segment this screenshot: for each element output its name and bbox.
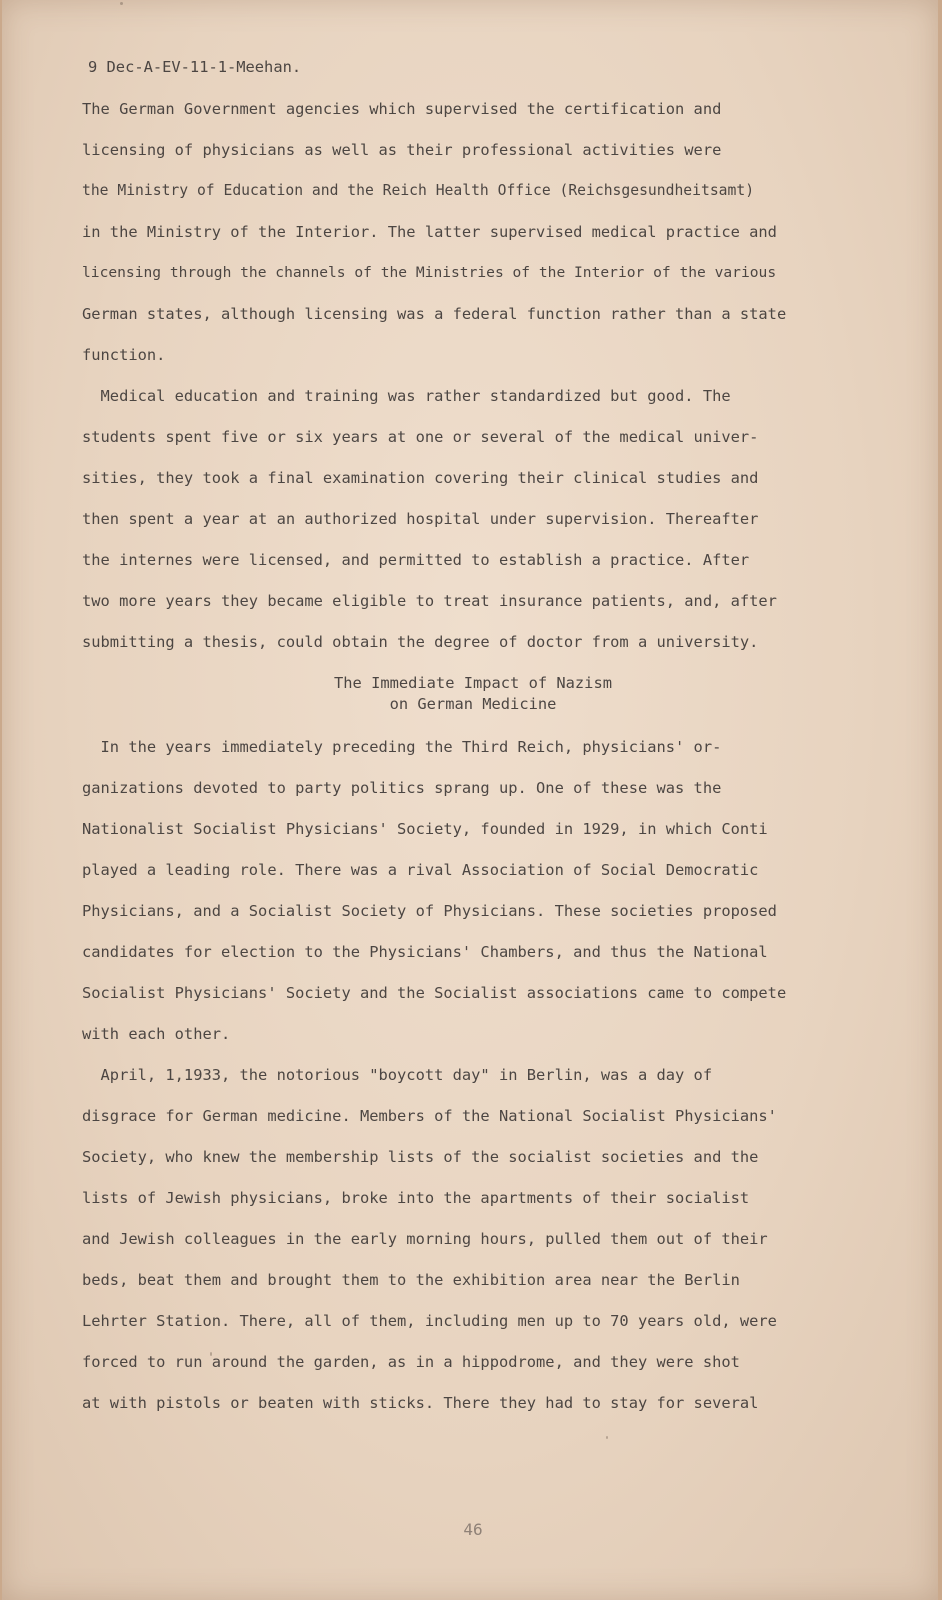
text-line: April, 1,1933, the notorious "boycott day" in Berlin, was a day of <box>82 1066 713 1084</box>
text-line: ganizations devoted to party politics sprang up. One of these was the <box>82 779 722 797</box>
text-line: played a leading role. There was a rival Association of Social Democratic <box>82 861 759 879</box>
text-line: licensing through the channels of the Ministries of the Interior of the various <box>82 264 777 281</box>
paper-speck <box>606 1436 608 1439</box>
paper-speck <box>120 2 123 5</box>
text-line: at with pistols or beaten with sticks. There they had to stay for several <box>82 1394 759 1412</box>
text-line: lists of Jewish physicians, broke into the apartments of their socialist <box>82 1189 750 1207</box>
text-line: in the Ministry of the Interior. The latter supervised medical practice and <box>82 223 777 241</box>
text-line: the Ministry of Education and the Reich Health Office (Reichsgesundheitsamt) <box>82 182 755 199</box>
text-line: submitting a thesis, could obtain the degree of doctor from a university. <box>82 633 759 651</box>
section-heading-line: on German Medicine <box>389 695 557 713</box>
text-line: licensing of physicians as well as their professional activities were <box>82 141 722 159</box>
text-line: beds, beat them and brought them to the exhibition area near the Berlin <box>82 1271 740 1289</box>
text-line: the internes were licensed, and permitted to establish a practice. After <box>82 551 750 569</box>
text-line: Medical education and training was rather standardized but good. The <box>82 387 731 405</box>
document-page <box>2 0 938 1600</box>
text-line: with each other. <box>82 1025 231 1043</box>
paper-speck <box>210 1352 212 1356</box>
text-line: Society, who knew the membership lists of the socialist societies and the <box>82 1148 759 1166</box>
text-line: In the years immediately preceding the Third Reich, physicians' or- <box>82 738 722 756</box>
document-header: 9 Dec-A-EV-11-1-Meehan. <box>88 58 302 76</box>
text-line: Physicians, and a Socialist Society of Physicians. These societies proposed <box>82 902 777 920</box>
text-line: disgrace for German medicine. Members of the National Socialist Physicians' <box>82 1107 777 1125</box>
text-line: then spent a year at an authorized hospital under supervision. Thereafter <box>82 510 759 528</box>
text-line: German states, although licensing was a federal function rather than a state <box>82 305 787 323</box>
text-line: Nationalist Socialist Physicians' Society, founded in 1929, in which Conti <box>82 820 768 838</box>
text-line: The German Government agencies which supervised the certification and <box>82 100 722 118</box>
text-line: forced to run around the garden, as in a hippodrome, and they were shot <box>82 1353 740 1371</box>
text-line: and Jewish colleagues in the early morning hours, pulled them out of their <box>82 1230 768 1248</box>
text-line: Socialist Physicians' Society and the Socialist associations came to compete <box>82 984 787 1002</box>
page-number: 46 <box>463 1520 483 1539</box>
text-line: sities, they took a final examination covering their clinical studies and <box>82 469 759 487</box>
section-heading-line: The Immediate Impact of Nazism <box>334 674 612 692</box>
text-line: Lehrter Station. There, all of them, including men up to 70 years old, were <box>82 1312 777 1330</box>
text-line: function. <box>82 346 166 364</box>
text-line: candidates for election to the Physicians' Chambers, and thus the National <box>82 943 768 961</box>
text-line: two more years they became eligible to treat insurance patients, and, after <box>82 592 777 610</box>
text-line: students spent five or six years at one or several of the medical univer- <box>82 428 759 446</box>
